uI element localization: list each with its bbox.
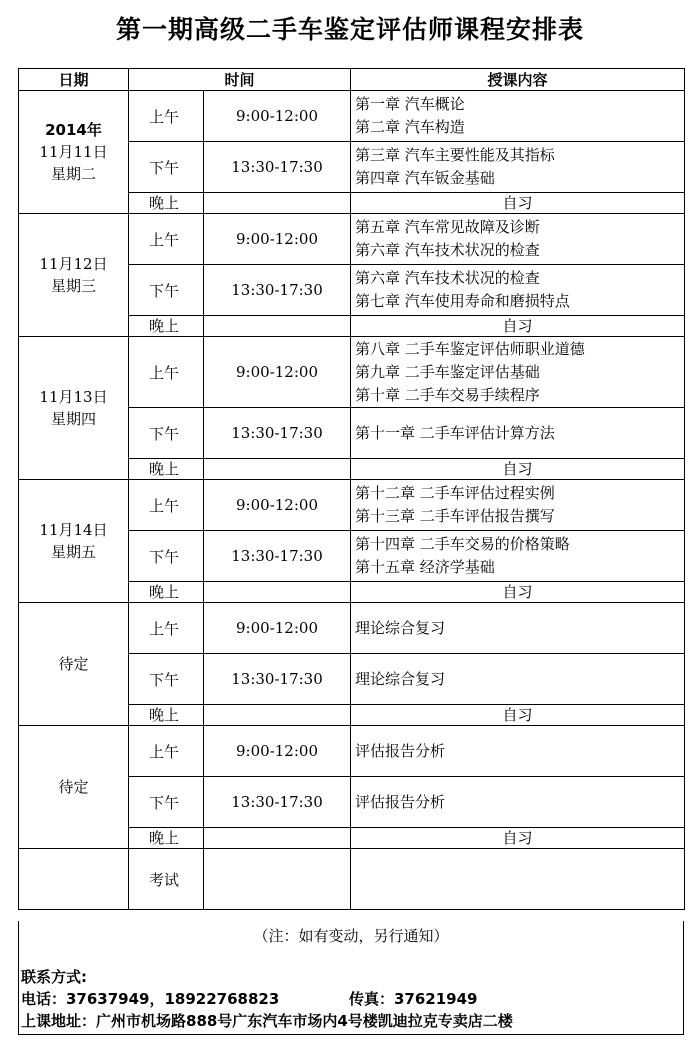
content-line: 第十四章 二手车交易的价格策略 xyxy=(355,535,570,553)
header-time: 时间 xyxy=(129,69,351,91)
period-eve: 晚上 xyxy=(129,705,204,726)
date-cell xyxy=(19,726,129,849)
header-content: 授课内容 xyxy=(351,69,685,91)
time-am: 9:00-12:00 xyxy=(204,603,351,654)
exam-time-empty xyxy=(204,849,351,910)
content-cell xyxy=(351,265,685,316)
time-am: 9:00-12:00 xyxy=(204,214,351,265)
content-line: 第三章 汽车主要性能及其指标 xyxy=(355,146,555,164)
period-pm: 下午 xyxy=(129,265,204,316)
time-empty xyxy=(204,316,351,337)
time-empty xyxy=(204,193,351,214)
content-line: 评估报告分析 xyxy=(355,741,446,760)
content-line: 第四章 汽车钣金基础 xyxy=(355,169,495,187)
content-cell xyxy=(351,408,685,459)
period-eve: 晚上 xyxy=(129,828,204,849)
time-am: 9:00-12:00 xyxy=(204,337,351,408)
self-study: 自习 xyxy=(351,193,685,214)
content-cell xyxy=(351,480,685,531)
weekday-label: 星期四 xyxy=(50,410,96,428)
date-cell xyxy=(19,91,129,214)
content-cell xyxy=(351,214,685,265)
page-title: 第一期高级二手车鉴定评估师课程安排表 xyxy=(115,15,584,44)
content-line: 第十一章 二手车评估计算方法 xyxy=(355,423,555,442)
content-line: 理论综合复习 xyxy=(355,618,446,637)
table-row xyxy=(19,91,685,142)
content-line: 第二章 汽车构造 xyxy=(355,118,465,136)
content-cell xyxy=(351,654,685,705)
period-eve: 晚上 xyxy=(129,582,204,603)
footer-box xyxy=(18,921,684,1035)
content-line: 第五章 汽车常见故障及诊断 xyxy=(355,218,540,236)
address-text: 上课地址：广州市机场路888号广东汽车市场内4号楼凯迪拉克专卖店二楼 xyxy=(21,1012,513,1030)
period-pm: 下午 xyxy=(129,408,204,459)
schedule-table xyxy=(18,68,685,910)
time-pm: 13:30-17:30 xyxy=(204,142,351,193)
self-study: 自习 xyxy=(351,316,685,337)
period-pm: 下午 xyxy=(129,654,204,705)
content-line: 第九章 二手车鉴定评估基础 xyxy=(355,362,540,381)
period-pm: 下午 xyxy=(129,777,204,828)
period-am: 上午 xyxy=(129,337,204,408)
exam-date-empty xyxy=(19,849,129,910)
date-label: 待定 xyxy=(58,778,89,796)
header-date: 日期 xyxy=(19,69,129,91)
content-cell xyxy=(351,91,685,142)
content-line: 第一章 汽车概论 xyxy=(355,95,465,113)
table-row xyxy=(19,849,685,910)
date-cell xyxy=(19,603,129,726)
time-empty xyxy=(204,828,351,849)
period-am: 上午 xyxy=(129,214,204,265)
time-pm: 13:30-17:30 xyxy=(204,654,351,705)
weekday-label: 星期三 xyxy=(50,277,96,295)
content-cell xyxy=(351,337,685,408)
exam-content-empty xyxy=(351,849,685,910)
period-am: 上午 xyxy=(129,726,204,777)
content-line: 理论综合复习 xyxy=(355,669,446,688)
content-cell xyxy=(351,531,685,582)
contact-block xyxy=(21,966,681,1032)
table-row xyxy=(19,214,685,265)
table-row xyxy=(19,337,685,408)
content-line: 评估报告分析 xyxy=(355,792,446,811)
weekday-label: 星期五 xyxy=(50,543,96,561)
period-eve: 晚上 xyxy=(129,459,204,480)
exam-label: 考试 xyxy=(129,849,204,910)
time-am: 9:00-12:00 xyxy=(204,91,351,142)
time-am: 9:00-12:00 xyxy=(204,480,351,531)
period-pm: 下午 xyxy=(129,531,204,582)
weekday-label: 星期二 xyxy=(50,165,96,183)
table-row xyxy=(19,480,685,531)
time-empty xyxy=(204,582,351,603)
change-note: （注：如有变动，另行通知） xyxy=(253,927,449,945)
time-pm: 13:30-17:30 xyxy=(204,777,351,828)
date-cell xyxy=(19,214,129,337)
table-header-row xyxy=(19,69,685,91)
period-am: 上午 xyxy=(129,603,204,654)
time-pm: 13:30-17:30 xyxy=(204,531,351,582)
time-am: 9:00-12:00 xyxy=(204,726,351,777)
content-line: 第十章 二手车交易手续程序 xyxy=(355,385,540,404)
period-eve: 晚上 xyxy=(129,193,204,214)
content-line: 第十二章 二手车评估过程实例 xyxy=(355,484,555,502)
period-pm: 下午 xyxy=(129,142,204,193)
date-label: 11月13日 xyxy=(39,388,108,406)
phone-fax-line xyxy=(21,988,681,1010)
date-cell xyxy=(19,480,129,603)
date-cell xyxy=(19,337,129,480)
content-cell xyxy=(351,142,685,193)
phone-text: 电话：37637949，18922768823 xyxy=(21,990,280,1008)
fax-text: 传真：37621949 xyxy=(349,990,478,1008)
date-label: 11月11日 xyxy=(39,143,108,161)
date-label: 11月14日 xyxy=(39,521,108,539)
table-row xyxy=(19,603,685,654)
self-study: 自习 xyxy=(351,705,685,726)
content-line: 第六章 汽车技术状况的检查 xyxy=(355,241,540,259)
content-line: 第十三章 二手车评估报告撰写 xyxy=(355,507,555,525)
time-empty xyxy=(204,705,351,726)
contact-label: 联系方式: xyxy=(21,968,87,986)
time-empty xyxy=(204,459,351,480)
time-pm: 13:30-17:30 xyxy=(204,265,351,316)
period-am: 上午 xyxy=(129,91,204,142)
date-label: 11月12日 xyxy=(39,255,108,273)
content-line: 第七章 汽车使用寿命和磨损特点 xyxy=(355,292,570,310)
content-cell xyxy=(351,603,685,654)
self-study: 自习 xyxy=(351,828,685,849)
period-eve: 晚上 xyxy=(129,316,204,337)
table-row xyxy=(19,726,685,777)
content-line: 第六章 汽车技术状况的检查 xyxy=(355,269,540,287)
self-study: 自习 xyxy=(351,459,685,480)
content-line: 第十五章 经济学基础 xyxy=(355,558,495,576)
content-cell xyxy=(351,777,685,828)
year-label: 2014年 xyxy=(45,121,102,139)
content-cell xyxy=(351,726,685,777)
self-study: 自习 xyxy=(351,582,685,603)
date-label: 待定 xyxy=(58,655,89,673)
time-pm: 13:30-17:30 xyxy=(204,408,351,459)
period-am: 上午 xyxy=(129,480,204,531)
content-line: 第八章 二手车鉴定评估师职业道德 xyxy=(355,339,585,358)
